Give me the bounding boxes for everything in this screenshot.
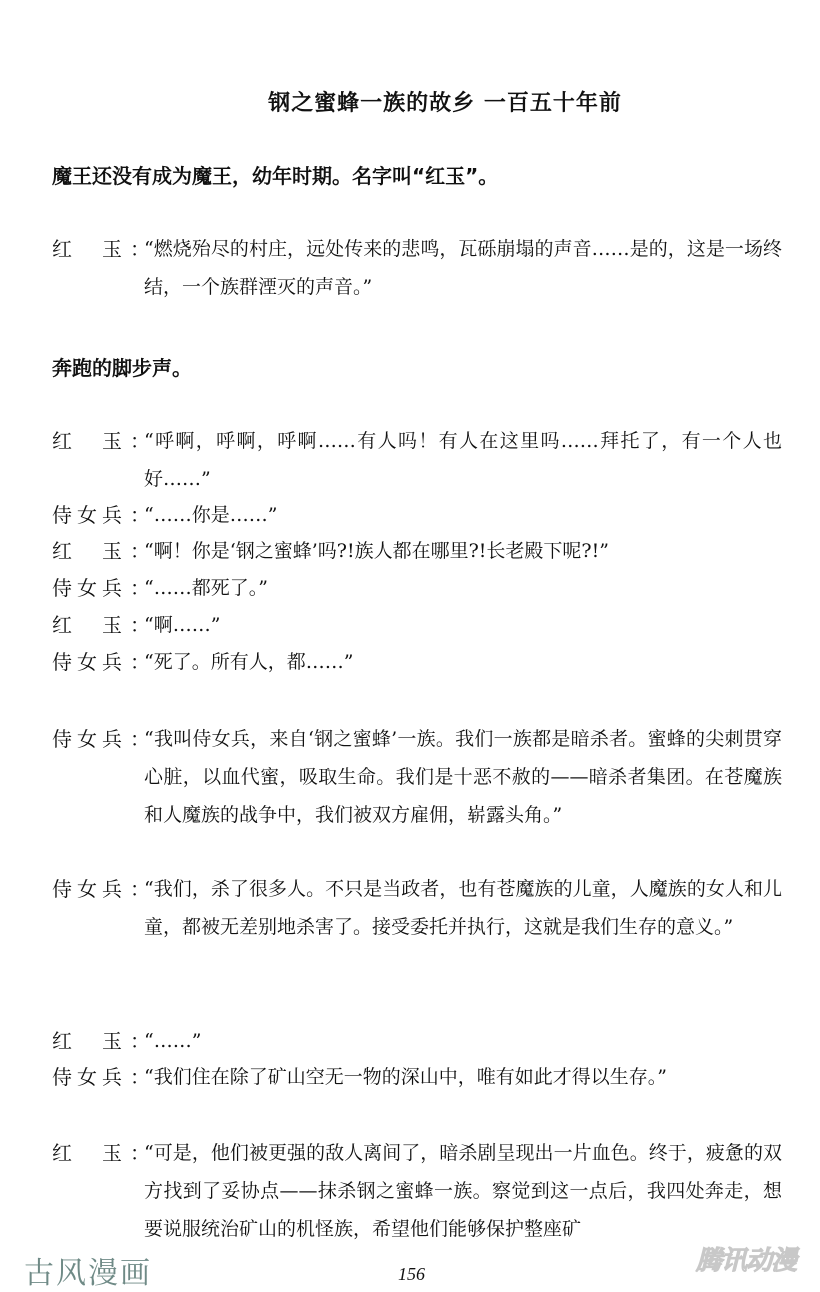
speaker-label (52, 606, 150, 644)
speaker-colon: ： (130, 727, 150, 751)
speaker-label (52, 643, 150, 681)
speech-text: “可是，他们被更强的敌人离间了，暗杀剧呈现出一片血色。终于，疲惫的双方找到了妥协点——抹杀钢之蜜蜂一族。察觉到这一点后，我四处奔走，想要说服统治矿山的机怪族，希望他们能够保护整座矿 (144, 1142, 782, 1240)
speaker-label (52, 720, 150, 758)
speaker-char: 红 (52, 1141, 72, 1165)
dialogue-line-4 (52, 532, 782, 570)
speech-text: “……你是……” (144, 504, 278, 526)
chapter-title: 钢之蜜蜂一族的故乡 一百五十年前 (268, 91, 622, 116)
speaker-char: 女 (77, 650, 97, 674)
dialogue-line-8 (52, 720, 782, 834)
speaker-char: 红 (52, 237, 72, 261)
speech-text: “我们住在除了矿山空无一物的深山中，唯有如此才得以生存。” (144, 1066, 667, 1088)
speaker-colon: ： (130, 503, 150, 527)
page-number: 156 (398, 1264, 425, 1284)
speaker-char: 兵 (102, 650, 122, 674)
speaker-colon: ： (130, 539, 150, 563)
speaker-char: 侍 (52, 877, 72, 901)
speaker-char: 兵 (102, 1065, 122, 1089)
speaker-label (52, 1134, 150, 1172)
speaker-char: 玉 (102, 613, 122, 637)
speaker-label (52, 870, 150, 908)
speech-text: “啊……” (144, 614, 221, 636)
speech-text: “……都死了。” (144, 577, 268, 599)
speaker-char: 侍 (52, 727, 72, 751)
dialogue-line-5 (52, 569, 782, 607)
speech-text: “死了。所有人，都……” (144, 651, 354, 673)
dialogue-line-1 (52, 230, 782, 306)
dialogue-line-10 (52, 1022, 782, 1060)
speaker-char: 侍 (52, 576, 72, 600)
dialogue-line-7 (52, 643, 782, 681)
speaker-char: 兵 (102, 727, 122, 751)
speaker-char: 红 (52, 539, 72, 563)
speaker-char: 红 (52, 1029, 72, 1053)
speaker-colon: ： (130, 613, 150, 637)
narration-1: 魔王还没有成为魔王，幼年时期。名字叫“红玉”。 (52, 164, 499, 188)
speaker-colon: ： (130, 1141, 150, 1165)
speaker-char: 侍 (52, 650, 72, 674)
speaker-char: 兵 (102, 576, 122, 600)
speaker-char: 玉 (102, 429, 122, 453)
speaker-label (52, 569, 150, 607)
speaker-colon: ： (130, 877, 150, 901)
speaker-char: 女 (77, 1065, 97, 1089)
speech-text: “我们，杀了很多人。不只是当政者，也有苍魔族的儿童，人魔族的女人和儿童，都被无差别地杀害了。接受委托并执行，这就是我们生存的意义。” (144, 878, 782, 938)
speaker-char: 玉 (102, 1029, 122, 1053)
speech-text: “……” (144, 1030, 202, 1052)
dialogue-line-6 (52, 606, 782, 644)
dialogue-line-12 (52, 1134, 782, 1248)
speaker-char: 侍 (52, 503, 72, 527)
speaker-colon: ： (130, 576, 150, 600)
speech-text: “燃烧殆尽的村庄，远处传来的悲鸣，瓦砾崩塌的声音……是的，这是一场终结，一个族群湮灭的声音。” (144, 238, 782, 298)
dialogue-line-2 (52, 422, 782, 498)
speaker-colon: ： (130, 237, 150, 261)
dialogue-line-9 (52, 870, 782, 946)
dialogue-line-3 (52, 496, 782, 534)
speaker-char: 玉 (102, 539, 122, 563)
speaker-colon: ： (130, 650, 150, 674)
narration-2: 奔跑的脚步声。 (52, 356, 192, 380)
speaker-char: 兵 (102, 877, 122, 901)
speaker-colon: ： (130, 1029, 150, 1053)
speaker-label (52, 1058, 150, 1096)
speaker-char: 玉 (102, 237, 122, 261)
speaker-char: 女 (77, 727, 97, 751)
speaker-label (52, 1022, 150, 1060)
speaker-char: 兵 (102, 503, 122, 527)
speaker-char: 女 (77, 576, 97, 600)
speaker-label (52, 532, 150, 570)
speaker-char: 玉 (102, 1141, 122, 1165)
speaker-char: 红 (52, 429, 72, 453)
speaker-char: 侍 (52, 1065, 72, 1089)
speaker-char: 女 (77, 877, 97, 901)
speaker-char: 红 (52, 613, 72, 637)
speaker-char: 女 (77, 503, 97, 527)
site-logo: 古风漫画 (24, 1256, 152, 1291)
speaker-label (52, 422, 150, 460)
speaker-colon: ： (130, 1065, 150, 1089)
speaker-label (52, 496, 150, 534)
dialogue-line-11 (52, 1058, 782, 1096)
speaker-colon: ： (130, 429, 150, 453)
speaker-label (52, 230, 150, 268)
speech-text: “啊！你是‘钢之蜜蜂’吗?!族人都在哪里?!长老殿下呢?!” (144, 540, 609, 562)
speech-text: “呼啊，呼啊，呼啊……有人吗！有人在这里吗……拜托了，有一个人也好……” (144, 430, 782, 490)
watermark-logo: 腾讯动漫 (696, 1246, 797, 1276)
speech-text: “我叫侍女兵，来自‘钢之蜜蜂’一族。我们一族都是暗杀者。蜜蜂的尖刺贯穿心脏，以血代蜜，吸取生命。我们是十恶不赦的——暗杀者集团。在苍魔族和人魔族的战争中，我们被双方雇佣，崭露头角。” (144, 728, 782, 826)
